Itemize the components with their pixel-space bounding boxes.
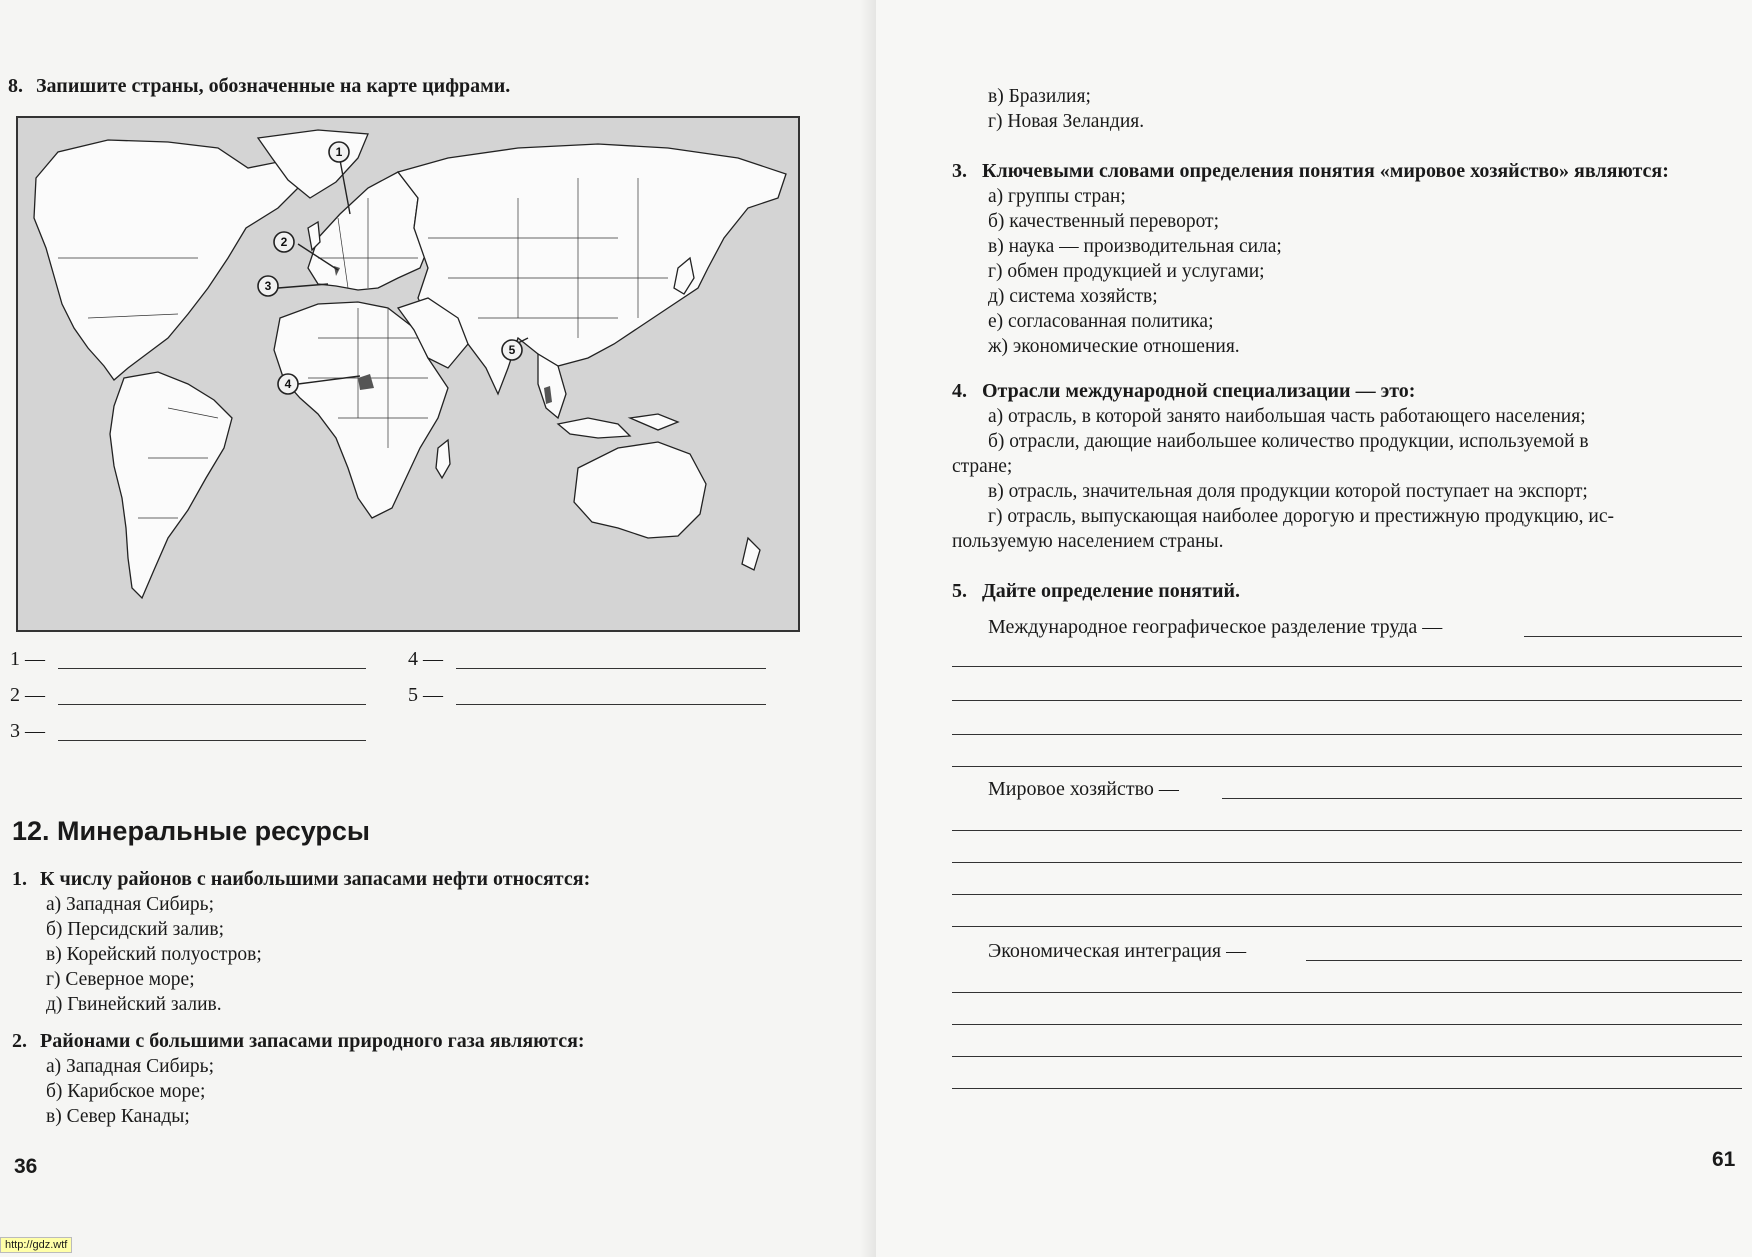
option: а) группы стран;: [988, 186, 1126, 207]
question-3-options: [988, 184, 1282, 359]
source-watermark: http://gdz.wtf: [0, 1237, 72, 1253]
answer-line[interactable]: [952, 830, 1742, 831]
answer-line[interactable]: [952, 766, 1742, 767]
term-world-economy: Мировое хозяйство —: [988, 778, 1179, 800]
option: б) отрасли, дающие наибольшее количество продукции, используемой в: [988, 431, 1589, 452]
answer-label-1: 1 —: [10, 648, 45, 670]
question-1: [12, 868, 590, 891]
option: д) Гвинейский залив.: [46, 994, 222, 1015]
answer-line[interactable]: [952, 1088, 1742, 1089]
world-map: [16, 116, 800, 632]
option: ж) экономические отношения.: [988, 336, 1240, 357]
option-continuation: пользуемую населением страны.: [952, 531, 1224, 552]
continued-options: [988, 84, 1144, 134]
option: г) отрасль, выпускающая наиболее дорогую и престижную продукцию, ис-: [988, 506, 1614, 527]
page-number: 61: [1712, 1148, 1736, 1171]
question-2: [12, 1030, 585, 1053]
question-4: [952, 380, 1415, 403]
answer-line-4[interactable]: [456, 668, 766, 669]
option: в) отрасль, значительная доля продукции которой поступает на экспорт;: [988, 481, 1588, 502]
option: б) Персидский залив;: [46, 919, 224, 940]
question-8: [8, 75, 510, 98]
option: б) качественный переворот;: [988, 211, 1220, 232]
option: в) Бразилия;: [988, 86, 1091, 107]
option: г) Новая Зеландия.: [988, 111, 1145, 132]
option: д) система хозяйств;: [988, 286, 1158, 307]
question-number: 3.: [952, 160, 967, 182]
map-marker-label: 3: [264, 279, 272, 293]
answer-label-5: 5 —: [408, 684, 443, 706]
page-number: 36: [14, 1155, 38, 1178]
question-text: Дайте определение понятий.: [982, 580, 1240, 602]
right-page: [876, 0, 1752, 1257]
map-marker-label: 2: [280, 235, 288, 249]
world-map-outline: [18, 118, 798, 630]
answer-label-3: 3 —: [10, 720, 45, 742]
question-1-options: [46, 892, 262, 1017]
term-economic-integration: Экономическая интеграция —: [988, 940, 1247, 962]
answer-line[interactable]: [952, 700, 1742, 701]
option: в) Север Канады;: [46, 1106, 190, 1127]
section-title: 12. Минеральные ресурсы: [12, 816, 370, 846]
question-4-options: [952, 404, 1742, 554]
map-marker-label: 4: [284, 377, 292, 391]
answer-line[interactable]: [1306, 960, 1742, 961]
option-continuation: стране;: [952, 456, 1013, 477]
question-2-options: [46, 1054, 214, 1129]
answer-line[interactable]: [952, 894, 1742, 895]
option: е) согласованная политика;: [988, 311, 1214, 332]
answer-line-2[interactable]: [58, 704, 366, 705]
question-text: Отрасли международной специализации — это:: [982, 380, 1416, 402]
question-5: [952, 580, 1240, 603]
map-marker-label: 1: [335, 145, 343, 159]
option: а) отрасль, в которой занято наибольшая часть работающего населения;: [988, 406, 1586, 427]
question-number: 1.: [12, 868, 27, 890]
option: а) Западная Сибирь;: [46, 894, 214, 915]
answer-line[interactable]: [952, 666, 1742, 667]
option: б) Карибское море;: [46, 1081, 206, 1102]
answer-line[interactable]: [952, 862, 1742, 863]
question-text: Районами с большими запасами природного газа являются:: [40, 1030, 585, 1052]
answer-line-1[interactable]: [58, 668, 366, 669]
question-number: 4.: [952, 380, 967, 402]
question-number: 2.: [12, 1030, 27, 1052]
answer-line[interactable]: [952, 734, 1742, 735]
option: в) Корейский полуостров;: [46, 944, 262, 965]
question-text: Запишите страны, обозначенные на карте цифрами.: [36, 75, 511, 97]
option: г) Северное море;: [46, 969, 195, 990]
answer-label-2: 2 —: [10, 684, 45, 706]
answer-line[interactable]: [952, 1024, 1742, 1025]
question-number: 8.: [8, 75, 23, 97]
answer-line-3[interactable]: [58, 740, 366, 741]
map-marker-label: 5: [508, 343, 516, 357]
question-text: К числу районов с наибольшими запасами нефти относятся:: [40, 868, 591, 890]
answer-label-4: 4 —: [408, 648, 443, 670]
answer-line-5[interactable]: [456, 704, 766, 705]
answer-line[interactable]: [952, 926, 1742, 927]
answer-line[interactable]: [952, 992, 1742, 993]
term-international-division-of-labor: Международное географическое разделение труда —: [988, 616, 1443, 638]
option: а) Западная Сибирь;: [46, 1056, 214, 1077]
question-3: [952, 160, 1669, 183]
answer-line[interactable]: [1524, 636, 1742, 637]
answer-line[interactable]: [1222, 798, 1742, 799]
question-number: 5.: [952, 580, 967, 602]
option: в) наука — производительная сила;: [988, 236, 1282, 257]
question-text: Ключевыми словами определения понятия «мировое хозяйство» являются:: [982, 160, 1669, 182]
option: г) обмен продукцией и услугами;: [988, 261, 1265, 282]
answer-line[interactable]: [952, 1056, 1742, 1057]
